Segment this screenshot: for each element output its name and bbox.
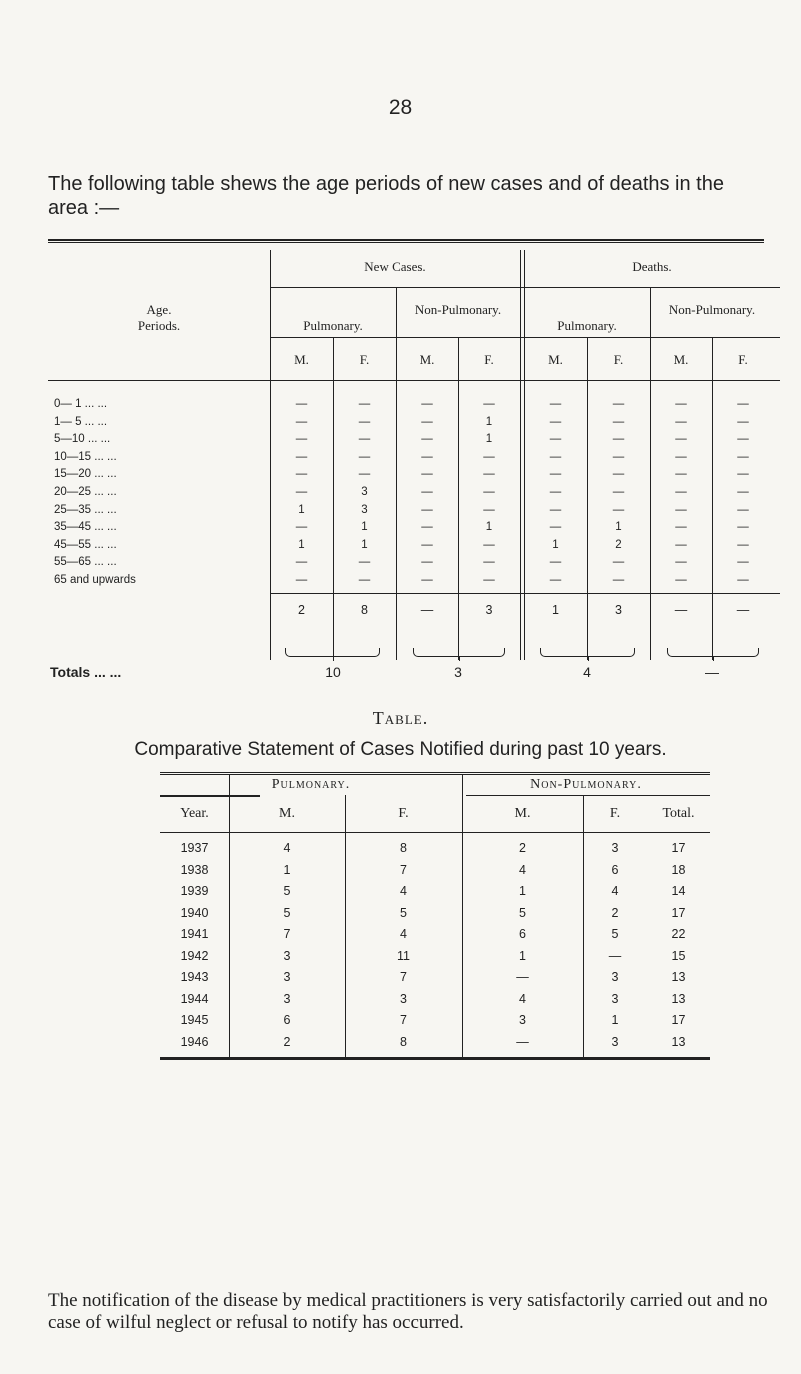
table2-cell: 3	[519, 1013, 526, 1027]
table1-cell: —	[612, 503, 625, 516]
table2-cell: 15	[671, 948, 686, 963]
table1-cell: —	[421, 556, 433, 569]
table2-cell: 4	[519, 862, 526, 877]
table1-cell: 1	[615, 521, 622, 534]
year-cell: 1942	[180, 948, 209, 963]
table2-cell: —	[608, 948, 622, 963]
table2-cell: 11	[397, 948, 410, 963]
table2-top-rule	[160, 772, 710, 773]
subtotal-cell: 8	[361, 603, 368, 617]
table1-cell: —	[483, 468, 495, 481]
table2-cell: 3	[611, 970, 619, 984]
year-cell: 1937	[180, 841, 209, 855]
table1-cell: —	[358, 415, 371, 428]
year-cell: 1946	[180, 1034, 209, 1049]
table1-cell: —	[675, 450, 687, 463]
table2-cell: 5	[283, 905, 291, 920]
table1-cell: —	[737, 486, 749, 498]
col-pulm-m: M.	[279, 806, 295, 821]
table1-cell: —	[737, 398, 749, 410]
table2-cell: 17	[671, 841, 686, 855]
table1-cell: —	[737, 574, 749, 586]
table1-cell: —	[295, 486, 308, 498]
table1-cell: —	[737, 468, 749, 481]
age-header: Age.	[146, 302, 172, 317]
table1-cell: —	[483, 538, 495, 551]
col-m: M.	[548, 352, 563, 367]
table1-vline	[520, 250, 521, 660]
table1-cell: —	[421, 486, 433, 498]
death-pulmonary-header: Pulmonary.	[557, 318, 617, 333]
table1-cell: —	[549, 503, 562, 516]
table1-cell: —	[675, 503, 687, 516]
table1-cell: —	[483, 574, 495, 586]
table1-cell: —	[295, 398, 308, 410]
table1-cell: —	[358, 450, 371, 463]
age-period-label: 5—10 ... ...	[54, 433, 111, 446]
table1-cell: 1	[485, 521, 493, 534]
table1-cell: —	[737, 415, 749, 428]
table1-cell: —	[295, 450, 308, 463]
table1-cell: —	[737, 521, 749, 534]
table1-cell: —	[549, 398, 562, 410]
table-caption: Table.	[372, 708, 429, 728]
new-non-pulmonary-header: Non-Pulmonary.	[414, 302, 502, 317]
total-new-pulmonary: 10	[325, 664, 341, 680]
table1-cell: —	[421, 415, 433, 428]
table1-cell: 1	[298, 503, 305, 516]
age-period-label: 55—65 ... ...	[54, 556, 117, 569]
year-cell: 1945	[180, 1013, 209, 1027]
table1-cell: —	[421, 468, 433, 481]
table1-cell: —	[549, 433, 562, 446]
table1-cell: —	[675, 415, 687, 428]
table1-cell: —	[549, 415, 562, 428]
age-period-label: 10—15 ... ...	[54, 450, 117, 463]
table2-cell: 4	[519, 991, 526, 1006]
table2-cell: 3	[283, 948, 291, 963]
subtotal-cell: —	[736, 603, 750, 617]
table2-cell: 13	[671, 991, 686, 1006]
intro-paragraph: The following table shews the age periods of new cases and of deaths in the area :—	[48, 173, 724, 219]
age-period-label: 35—45 ... ...	[54, 521, 117, 534]
table1-cell: —	[483, 398, 495, 410]
table2-cell: 13	[671, 1034, 686, 1049]
table1-cell: —	[358, 433, 371, 446]
table2-cell: 5	[611, 927, 619, 941]
table2-cell: 8	[400, 841, 407, 855]
table2-hline	[160, 795, 260, 797]
table2-cell: 6	[519, 927, 526, 941]
table1-cell: —	[483, 486, 495, 498]
table1-cell: —	[612, 574, 625, 586]
table2-cell: 18	[671, 862, 686, 877]
table2-cell: 7	[400, 862, 407, 877]
table1-hline	[270, 593, 780, 594]
col-nonpulm-m: M.	[514, 806, 531, 821]
table1-top-rule	[48, 239, 764, 241]
subtotal-cell: 3	[615, 603, 622, 617]
table2-cell: 3	[611, 991, 619, 1006]
col-nonpulm-f: F.	[609, 806, 621, 821]
table1-cell: —	[612, 468, 625, 481]
table1-top-rule-2	[48, 242, 764, 243]
table2-cell: 7	[400, 1013, 407, 1027]
brace	[285, 648, 380, 657]
table2-cell: 1	[519, 884, 526, 898]
year-cell: 1940	[180, 905, 209, 920]
subtotal-cell: —	[674, 603, 688, 617]
table1-cell: —	[295, 415, 308, 428]
col-total: Total.	[662, 806, 695, 821]
table1-cell: —	[737, 538, 749, 551]
table1-cell: —	[421, 521, 433, 534]
table1-hline	[270, 337, 780, 338]
table1-cell: 1	[485, 415, 493, 428]
brace	[413, 648, 505, 657]
year-cell: 1939	[180, 884, 209, 898]
table1-cell: —	[295, 521, 308, 534]
table1-cell: —	[612, 398, 625, 410]
table2-cell: 7	[400, 970, 407, 984]
subtotal-cell: 2	[298, 603, 305, 617]
table1-cell: —	[737, 450, 749, 463]
new-cases-header: New Cases.	[364, 259, 426, 274]
table2-title: Comparative Statement of Cases Notified during past 10 years.	[134, 739, 667, 760]
col-f: F.	[359, 352, 370, 367]
table1-cell: —	[675, 468, 687, 481]
age-period-label: 25—35 ... ...	[54, 503, 117, 516]
col-f: F.	[738, 352, 748, 367]
table1-cell: —	[483, 503, 495, 516]
table1-cell: —	[421, 450, 433, 463]
table1-cell: —	[358, 574, 371, 586]
table1-cell: 1	[361, 538, 368, 551]
table1-cell: —	[612, 433, 625, 446]
table1-cell: —	[675, 433, 687, 446]
total-new-non-pulmonary: 3	[454, 664, 462, 680]
table2-cell: 4	[283, 841, 291, 855]
table2-cell: 6	[283, 1013, 291, 1027]
table1-cell: —	[737, 503, 749, 516]
table2-cell: 14	[671, 884, 686, 898]
total-deaths-non-pulmonary: —	[705, 664, 719, 680]
table1-cell: —	[675, 538, 687, 551]
table2-hline	[466, 795, 710, 796]
age-period-label: 0— 1 ... ...	[54, 398, 108, 410]
table1-cell: —	[295, 468, 308, 481]
table2-cell: —	[516, 970, 529, 984]
table1-cell: 3	[361, 503, 368, 516]
subtotal-cell: —	[420, 603, 434, 617]
table1-cell: —	[549, 486, 562, 498]
table2-cell: 1	[519, 948, 526, 963]
year-cell: 1944	[180, 991, 209, 1006]
table2-cell: 2	[611, 905, 619, 920]
total-deaths-pulmonary: 4	[583, 664, 591, 680]
table1-cell: —	[358, 468, 371, 481]
periods-header: Periods.	[137, 318, 181, 333]
table1-cell: 1	[361, 521, 368, 534]
page-number: 28	[388, 96, 413, 119]
table1-cell: —	[675, 486, 687, 498]
table2-cell: 1	[283, 862, 291, 877]
table2-cell: 7	[283, 927, 291, 941]
table1-cell: —	[549, 574, 562, 586]
table2-cell: 3	[283, 970, 291, 984]
deaths-header: Deaths.	[632, 259, 672, 274]
table1-cell: 1	[298, 538, 305, 551]
col-m: M.	[294, 352, 309, 367]
totals-label: Totals ... ...	[50, 664, 122, 680]
table1-cell: —	[675, 574, 687, 586]
table1-cell: —	[549, 556, 562, 569]
non-pulmonary-group-header: Non-Pulmonary.	[530, 777, 642, 792]
col-f: F.	[613, 352, 624, 367]
col-m: M.	[419, 352, 435, 367]
table2-cell: 4	[400, 884, 407, 898]
table1-cell: —	[675, 398, 687, 410]
age-period-label: 15—20 ... ...	[54, 468, 117, 481]
table1-cell: —	[421, 574, 433, 586]
pulmonary-group-header: Pulmonary.	[271, 777, 351, 792]
table1-cell: —	[737, 556, 749, 569]
death-non-pulmonary-header: Non-Pulmonary.	[668, 302, 756, 317]
year-cell: 1943	[180, 970, 209, 984]
table1-cell: —	[295, 556, 308, 569]
table1-cell: —	[295, 433, 308, 446]
table2-cell: 17	[671, 905, 686, 920]
table1-cell: —	[612, 556, 625, 569]
table2-cell: 5	[519, 905, 526, 920]
table2-cell: 2	[519, 841, 526, 855]
table2-cell: 8	[400, 1034, 407, 1049]
table2-cell: 4	[611, 884, 619, 898]
table2-cell: 5	[400, 905, 407, 920]
col-m: M.	[673, 352, 689, 367]
brace	[540, 648, 635, 657]
table1-cell: —	[549, 450, 562, 463]
year-cell: 1938	[180, 862, 209, 877]
table2-cell: 22	[671, 927, 686, 941]
table2-cell: 1	[611, 1013, 619, 1027]
table1-cell: —	[612, 450, 625, 463]
col-f: F.	[484, 352, 494, 367]
subtotal-cell: 1	[552, 603, 559, 617]
table2-cell: 3	[611, 1034, 619, 1049]
table1-cell: 1	[552, 538, 559, 551]
table1-cell: —	[675, 556, 687, 569]
table2-cell: 3	[283, 991, 291, 1006]
brace	[667, 648, 759, 657]
age-period-label: 1— 5 ... ...	[54, 415, 108, 428]
table1-cell: —	[483, 450, 495, 463]
table1-cell: —	[612, 415, 625, 428]
table2-cell: 5	[283, 884, 291, 898]
table2-hline	[160, 832, 710, 833]
table1-cell: —	[421, 398, 433, 410]
table1-cell: 1	[485, 433, 493, 446]
table2-cell: 3	[400, 991, 407, 1006]
table1-cell: —	[421, 538, 433, 551]
table2-top-rule-2	[160, 774, 710, 775]
table2-cell: 6	[611, 862, 619, 877]
table1-hline	[48, 380, 780, 381]
table2-bottom-rule	[160, 1057, 710, 1060]
table1-cell: —	[737, 433, 749, 446]
table1-cell: —	[549, 521, 562, 534]
table1-cell: —	[358, 556, 371, 569]
table2-cell: 2	[283, 1034, 291, 1049]
footer-paragraph: The notification of the disease by medical practitioners is very satisfactorily carried out and no case of wilful neglect or refusal to notify has occurred.	[48, 1290, 768, 1333]
table1-cell: —	[358, 398, 371, 410]
year-cell: 1941	[180, 927, 209, 941]
table1-cell: —	[675, 521, 687, 534]
table2-cell: 13	[671, 970, 686, 984]
table1-hline	[270, 287, 780, 288]
table1-cell: —	[295, 574, 308, 586]
table1-cell: —	[421, 433, 433, 446]
subtotal-cell: 3	[485, 603, 493, 617]
col-pulm-f: F.	[398, 806, 409, 821]
table2-cell: —	[516, 1034, 529, 1049]
col-year: Year.	[180, 806, 209, 821]
new-pulmonary-header: Pulmonary.	[303, 318, 363, 333]
table1-cell: —	[549, 468, 562, 481]
table2-cell: 4	[400, 927, 407, 941]
age-period-label: 20—25 ... ...	[54, 486, 117, 498]
age-period-label: 65 and upwards	[54, 574, 136, 586]
age-period-label: 45—55 ... ...	[54, 538, 117, 551]
table2-cell: 17	[671, 1013, 686, 1027]
table1-cell: —	[483, 556, 495, 569]
table1-cell: 2	[615, 538, 622, 551]
table1-cell: —	[421, 503, 433, 516]
table1-cell: 3	[361, 486, 368, 498]
table1-cell: —	[612, 486, 625, 498]
table2-cell: 3	[611, 841, 619, 855]
